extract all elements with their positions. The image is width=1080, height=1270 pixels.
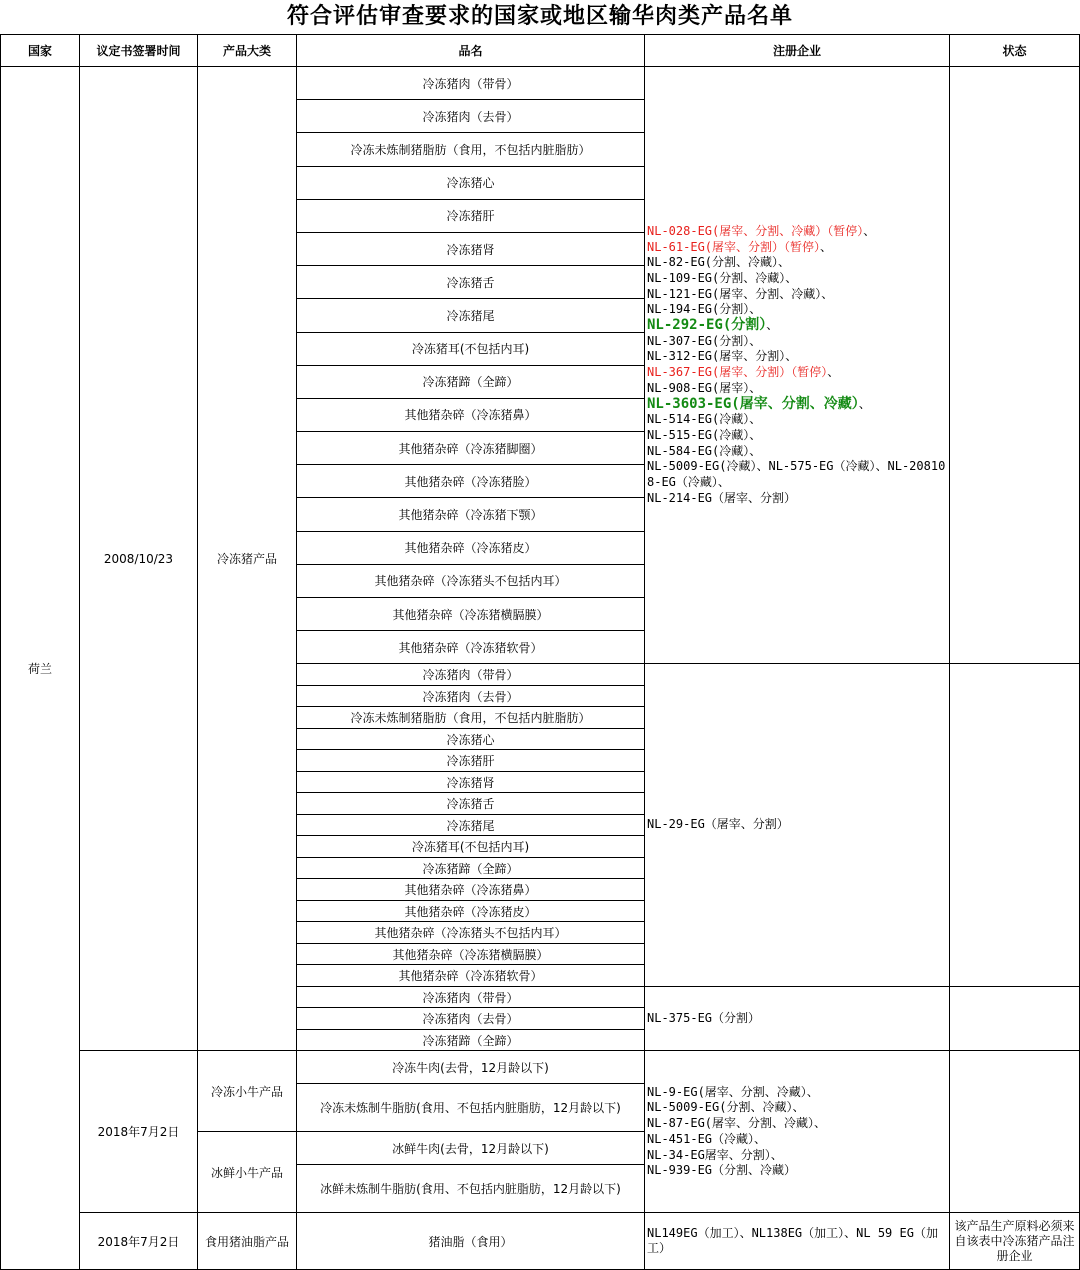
cell-product: 冷冻猪肝 [297, 750, 645, 772]
cell-enterprise-list [645, 67, 950, 664]
cell-product: 冷冻猪尾 [297, 814, 645, 836]
enterprise-entry [647, 349, 947, 365]
enterprise-code: NL-028-EG(屠宰、分割、冷藏）（暂停） [647, 223, 864, 238]
cell-product: 冰鲜未炼制牛脂肪(食用、不包括内脏脂肪，12月龄以下) [297, 1165, 645, 1213]
header-product: 品名 [297, 35, 645, 67]
enterprise-code: NL-515-EG(冷藏） [647, 428, 750, 442]
enterprise-entry [647, 397, 947, 413]
enterprise-separator: 、 [749, 443, 762, 458]
enterprise-entry [647, 459, 947, 490]
cell-product: 其他猪杂碎（冷冻猪软骨） [297, 631, 645, 664]
cell-product: 冷冻未炼制猪脂肪（食用，不包括内脏脂肪） [297, 133, 645, 166]
enterprise-separator: 、 [749, 412, 762, 427]
cell-product: 猪油脂（食用） [297, 1213, 645, 1270]
cell-product: 冷冻猪心 [297, 166, 645, 199]
cell-status: 该产品生产原料必须来自该表中冷冻猪产品注册企业 [950, 1213, 1080, 1270]
enterprise-entry [647, 428, 947, 444]
cell-product: 冷冻猪蹄（全蹄） [297, 365, 645, 398]
cell-product: 冷冻猪肉（去骨） [297, 685, 645, 707]
cell-product: 冷冻未炼制猪脂肪（食用，不包括内脏脂肪） [297, 707, 645, 729]
cell-product: 冷冻猪肾 [297, 232, 645, 265]
cell-product: 其他猪杂碎（冷冻猪软骨） [297, 965, 645, 987]
cell-product: 冷冻猪肉（带骨） [297, 986, 645, 1008]
cell-product: 冷冻猪耳(不包括内耳) [297, 332, 645, 365]
cell-sign-date: 2008/10/23 [80, 67, 198, 1051]
cell-product: 冷冻猪肾 [297, 771, 645, 793]
enterprise-code: NL-5009-EG(冷藏）、NL-575-EG（冷藏）、NL-208108-EG（冷藏） [647, 459, 946, 490]
header-category: 产品大类 [198, 35, 297, 67]
cell-product: 其他猪杂碎（冷冻猪鼻） [297, 398, 645, 431]
cell-product: 冷冻牛肉(去骨，12月龄以下) [297, 1051, 645, 1084]
enterprise-entry: NL-451-EG（冷藏）、 [647, 1131, 767, 1146]
header-status: 状态 [950, 35, 1080, 67]
cell-product: 冷冻猪肉（带骨） [297, 67, 645, 100]
enterprise-separator: 、 [749, 428, 762, 442]
cell-product: 冷冻猪尾 [297, 299, 645, 332]
cell-product: 冷冻猪舌 [297, 266, 645, 299]
cell-product: 其他猪杂碎（冷冻猪皮） [297, 900, 645, 922]
enterprise-separator: 、 [827, 365, 840, 380]
cell-product: 冷冻猪肝 [297, 199, 645, 232]
enterprise-separator: 、 [778, 255, 791, 270]
cell-product: 其他猪杂碎（冷冻猪头不包括内耳） [297, 564, 645, 597]
enterprise-entry: NL-9-EG(屠宰、分割、冷藏）、 [647, 1084, 819, 1099]
enterprise-entry [647, 318, 947, 334]
cell-sign-date: 2018年7月2日 [80, 1213, 198, 1270]
enterprise-code: NL-312-EG(屠宰、分割） [647, 349, 786, 364]
header-enterprise: 注册企业 [645, 35, 950, 67]
enterprise-separator: 、 [749, 380, 762, 395]
enterprise-code: NL-109-EG(分割、冷藏） [647, 270, 786, 285]
enterprise-entry [647, 491, 947, 507]
enterprise-entry: NL-939-EG（分割、冷藏） [647, 1163, 797, 1178]
cell-product: 其他猪杂碎（冷冻猪鼻） [297, 879, 645, 901]
cell-product: 冷冻猪肉（去骨） [297, 1008, 645, 1030]
enterprise-code: NL-514-EG(冷藏） [647, 412, 750, 427]
enterprise-separator: 、 [749, 333, 762, 348]
cell-product: 冷冻猪舌 [297, 793, 645, 815]
enterprise-entry [647, 444, 947, 460]
enterprise-entry [647, 302, 947, 318]
header-country: 国家 [1, 35, 80, 67]
cell-enterprise: NL-29-EG（屠宰、分割） [645, 664, 950, 987]
cell-status [950, 986, 1080, 1051]
table-row [1, 1213, 1080, 1270]
cell-category: 食用猪油脂产品 [198, 1213, 297, 1270]
enterprise-separator: 、 [863, 223, 876, 238]
cell-enterprise: NL149EG（加工）、NL138EG（加工）、NL 59 EG（加工） [645, 1213, 950, 1270]
page-title: 符合评估审查要求的国家或地区输华肉类产品名单 [286, 4, 793, 29]
table-row [1, 1051, 1080, 1084]
enterprise-code: NL-307-EG(分割） [647, 333, 750, 348]
enterprise-separator: 、 [749, 302, 762, 317]
cell-enterprise-list [645, 1051, 950, 1213]
cell-enterprise: NL-375-EG（分割） [645, 986, 950, 1051]
enterprise-entry [647, 224, 947, 240]
product-table [0, 34, 1080, 1270]
cell-product: 冷冻未炼制牛脂肪(食用、不包括内脏脂肪，12月龄以下) [297, 1084, 645, 1132]
cell-product: 其他猪杂碎（冷冻猪横膈膜） [297, 598, 645, 631]
cell-product: 冰鲜牛肉(去骨，12月龄以下) [297, 1132, 645, 1165]
enterprise-entry [647, 412, 947, 428]
cell-product: 其他猪杂碎（冷冻猪头不包括内耳） [297, 922, 645, 944]
cell-product: 其他猪杂碎（冷冻猪脸） [297, 465, 645, 498]
enterprise-code: NL-367-EG(屠宰、分割）（暂停） [647, 365, 828, 380]
enterprise-entry [647, 255, 947, 271]
cell-status [950, 664, 1080, 987]
cell-category: 冷冻猪产品 [198, 67, 297, 1051]
enterprise-code: NL-292-EG(分割） [647, 317, 767, 334]
cell-category: 冷冻小牛产品 [198, 1051, 297, 1132]
cell-country: 荷兰 [1, 67, 80, 1270]
enterprise-entry [647, 287, 947, 303]
enterprise-entry [647, 240, 947, 256]
enterprise-entry: NL-5009-EG(分割、冷藏）、 [647, 1100, 805, 1115]
enterprise-separator: 、 [820, 239, 833, 254]
enterprise-code: NL-61-EG(屠宰、分割）（暂停） [647, 239, 821, 254]
header-row [1, 35, 1080, 67]
cell-product: 冷冻猪耳(不包括内耳) [297, 836, 645, 858]
cell-product: 冷冻猪蹄（全蹄） [297, 1029, 645, 1051]
cell-status [950, 1051, 1080, 1213]
cell-category: 冰鲜小牛产品 [198, 1132, 297, 1213]
enterprise-separator: 、 [717, 475, 730, 490]
enterprise-separator: 、 [785, 270, 798, 285]
cell-product: 冷冻猪肉（去骨） [297, 100, 645, 133]
enterprise-separator: 、 [821, 286, 834, 301]
cell-product: 冷冻猪蹄（全蹄） [297, 857, 645, 879]
cell-sign-date: 2018年7月2日 [80, 1051, 198, 1213]
table-row [1, 67, 1080, 100]
cell-product: 其他猪杂碎（冷冻猪脚圈） [297, 432, 645, 465]
cell-status [950, 67, 1080, 664]
enterprise-entry [647, 381, 947, 397]
cell-product: 其他猪杂碎（冷冻猪下颚） [297, 498, 645, 531]
cell-product: 冷冻猪肉（带骨） [297, 664, 645, 686]
enterprise-code: NL-121-EG(屠宰、分割、冷藏） [647, 286, 822, 301]
enterprise-separator: 、 [766, 318, 779, 333]
enterprise-entry [647, 365, 947, 381]
header-sign-date: 议定书签署时间 [80, 35, 198, 67]
cell-product: 冷冻猪心 [297, 728, 645, 750]
enterprise-entry [647, 271, 947, 287]
cell-product: 其他猪杂碎（冷冻猪皮） [297, 531, 645, 564]
cell-product: 其他猪杂碎（冷冻猪横膈膜） [297, 943, 645, 965]
enterprise-code: NL-3603-EG(屠宰、分割、冷藏） [647, 395, 859, 412]
enterprise-entry: NL-87-EG(屠宰、分割、冷藏）、 [647, 1116, 827, 1131]
enterprise-code: NL-194-EG(分割） [647, 302, 750, 317]
enterprise-code: NL-214-EG（屠宰、分割） [647, 490, 797, 505]
enterprise-separator: 、 [858, 396, 871, 411]
enterprise-code: NL-584-EG(冷藏） [647, 443, 750, 458]
enterprise-code: NL-908-EG(屠宰） [647, 380, 750, 395]
enterprise-separator: 、 [785, 349, 798, 364]
enterprise-code: NL-82-EG(分割、冷藏） [647, 255, 779, 270]
enterprise-entry: NL-34-EG屠宰、分割）、 [647, 1147, 783, 1162]
enterprise-entry [647, 334, 947, 350]
